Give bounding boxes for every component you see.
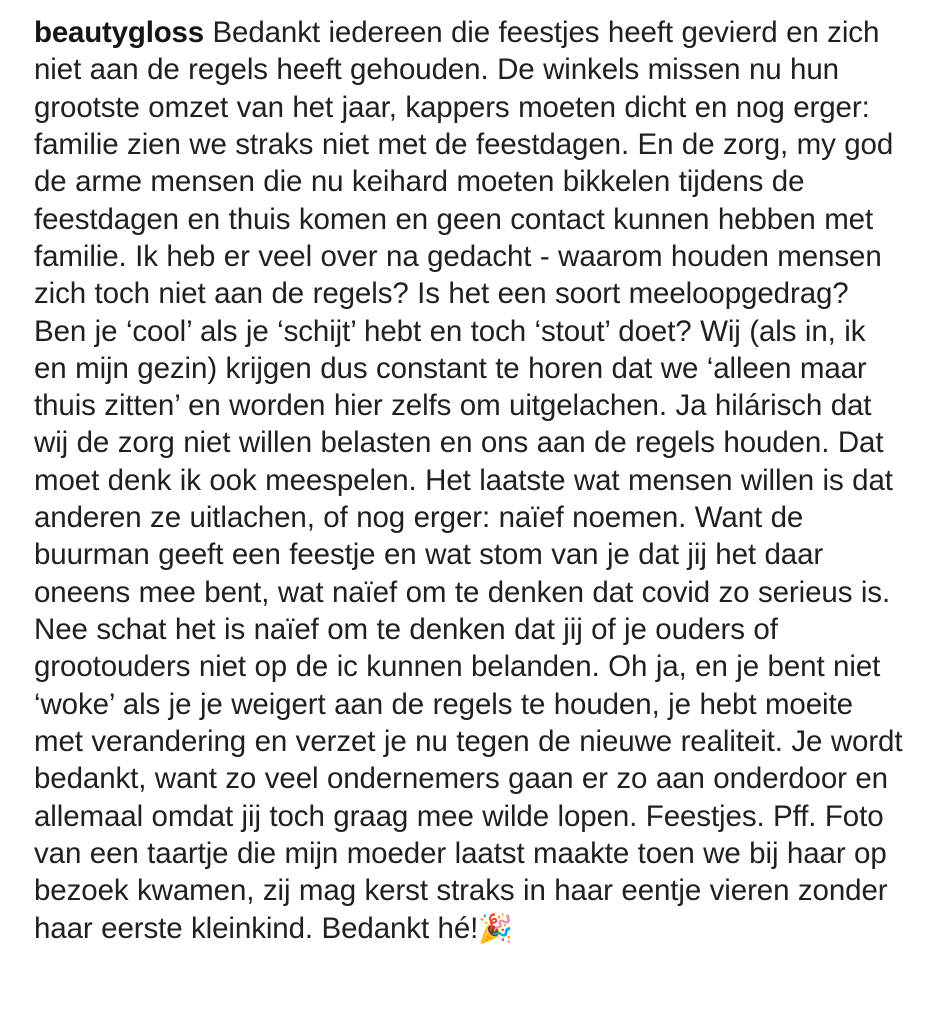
post-author-username[interactable]: beautygloss (34, 16, 204, 49)
caption-body-text: Bedankt iedereen die feestjes heeft gevierd en zich niet aan de regels heeft gehouden. De winkels missen nu hun grootste omzet van het jaar, kappers moeten dicht en nog erger: familie zien we straks niet met de feestdagen. En de zorg, my god de arme mensen die nu keihard moeten bikkelen tijdens de feestdagen en thuis komen en geen contact kunnen hebben met familie. Ik heb er veel over na gedacht - waarom houden mensen zich toch niet aan de regels? Is het een soort meeloopgedrag? Ben je ‘cool’ als je ‘schijt’ hebt en toch ‘stout’ doet? Wij (als in, ik en mijn gezin) krijgen dus constant te horen dat we ‘alleen maar thuis zitten’ en worden hier zelfs om uitgelachen. Ja hilárisch dat wij de zorg niet willen belasten en ons aan de regels houden. Dat moet denk ik ook meespelen. Het laatste wat mensen willen is dat anderen ze uitlachen, of nog erger: naïef noemen. Want de buurman geeft een feestje en wat stom van je dat jij het daar oneens mee bent, wat naïef om te denken dat covid zo serieus is. Nee schat het is naïef om te denken dat jij of je ouders of grootouders niet op de ic kunnen belanden. Oh ja, en je bent niet ‘woke’ als je je weigert aan de regels te houden, je hebt moeite met verandering en verzet je nu tegen de nieuwe realiteit. Je wordt bedankt, want zo veel ondernemers gaan er zo aan onderdoor en allemaal omdat jij toch graag mee wilde lopen. Feestjes. Pff. Foto van een taartje die mijn moeder laatst maakte toen we bij haar op bezoek kwamen, zij mag kerst straks in haar eentje vieren zonder haar eerste kleinkind. Bedankt hé! (34, 16, 903, 945)
party-popper-emoji: 🎉 (478, 911, 514, 945)
caption-paragraph (34, 14, 904, 947)
